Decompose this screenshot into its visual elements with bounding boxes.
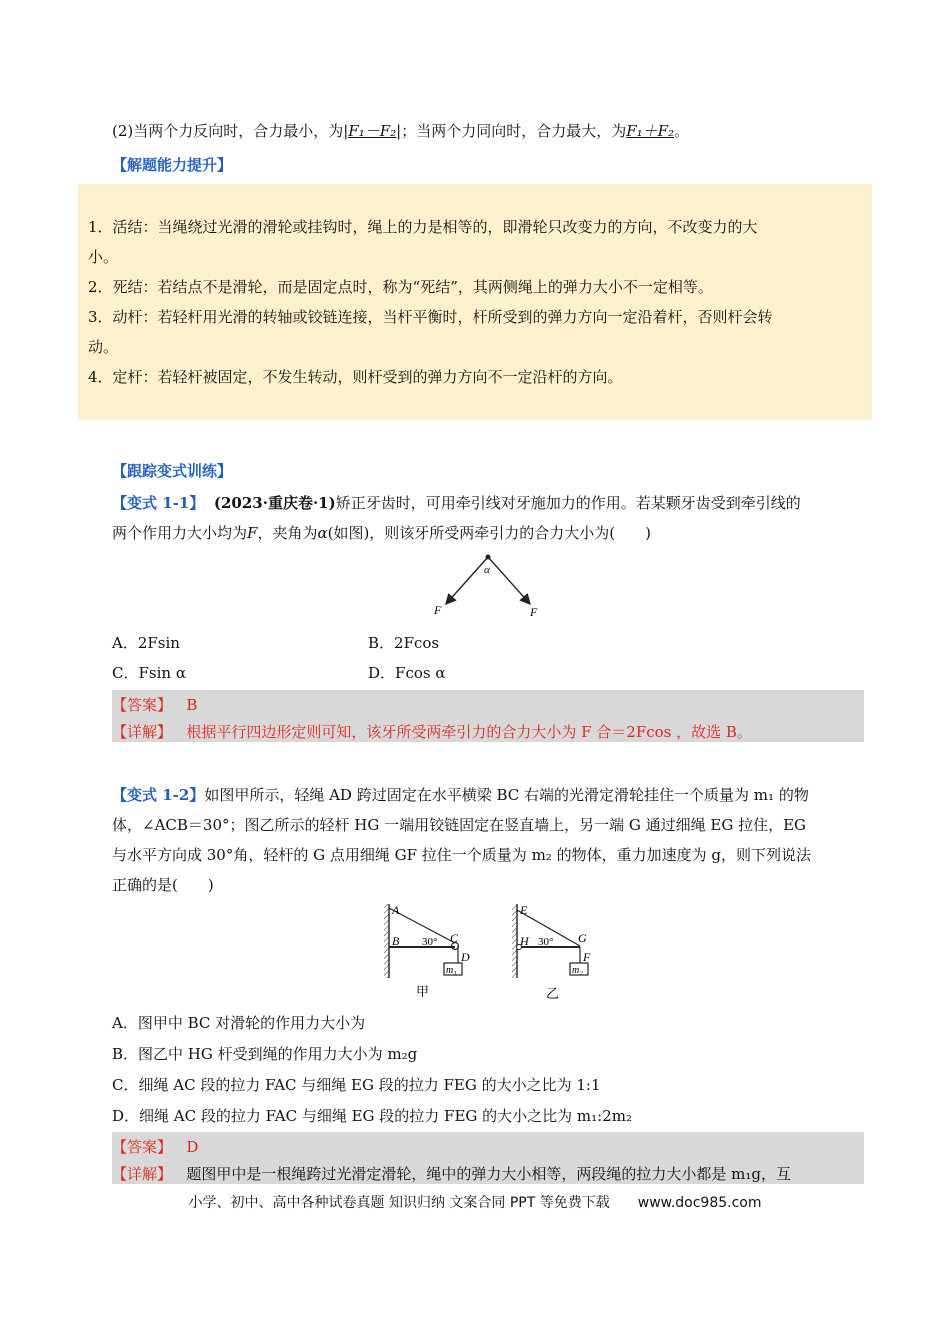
q1-answer: 【答案】 B <box>112 696 198 714</box>
tip-item: 4．定杆：若轻杆被固定，不发生转动，则杆受到的弹力方向不一定沿杆的方向。 <box>88 368 623 386</box>
q2-answer: 【答案】 D <box>112 1138 199 1156</box>
q2-option-c: C．细绳 AC 段的拉力 FAC 与细绳 EG 段的拉力 FEG 的大小之比为 1:1 <box>112 1076 601 1094</box>
tip-item: 3．动杆：若轻杆用光滑的转轴或铰链连接，当杆平衡时，杆所受到的弹力方向一定沿着杆，否则杆会转 <box>88 308 773 326</box>
q1-tag: 【变式 1-1】 <box>112 494 205 512</box>
svg-text:D: D <box>461 950 470 964</box>
left-force-label: F <box>434 603 442 617</box>
q2-figure <box>380 900 600 1004</box>
q2-detail: 【详解】 题图甲中是一根绳跨过光滑定滑轮，绳中的弹力大小相等，两段绳的拉力大小都是 m₁g，互 <box>112 1165 791 1183</box>
q1-line1: 【变式 1-1】 (2023·重庆卷·1)矫正牙齿时，可用牵引线对牙施加力的作用。若某颗牙齿受到牵引线的 <box>112 494 801 512</box>
right-force-arrow <box>488 557 530 604</box>
q1-option-b: B．2Fcos <box>368 634 440 652</box>
svg-text:30°: 30° <box>422 936 438 948</box>
svg-text:A: A <box>392 903 400 917</box>
q2-option-b: B．图乙中 HG 杆受到绳的作用力大小为 m₂g <box>112 1045 418 1063</box>
q2-line4: 正确的是( ) <box>112 876 214 894</box>
right-force-label: F <box>530 605 538 619</box>
intro-line: (2)当两个力反向时，合力最小，为|F₁－F₂|；当两个力同向时，合力最大，为F₁＋F₂。 <box>112 122 690 140</box>
tip-item: 小。 <box>88 248 119 266</box>
q2-tag: 【变式 1-2】 <box>112 786 205 804</box>
max-resultant: F₁＋F₂ <box>626 122 675 140</box>
figure-yi <box>512 903 591 1001</box>
min-resultant: |F₁－F₂| <box>343 122 402 140</box>
left-force-arrow <box>446 557 488 604</box>
q1-detail: 【详解】 根据平行四边形定则可知，该牙所受两牵引力的合力大小为 F 合＝2Fcos ，故选 B。 <box>112 723 752 741</box>
q1-option-d: D．Fcos α <box>368 664 446 682</box>
q1-option-a: A．2Fsin <box>112 634 180 652</box>
caption-yi: 乙 <box>546 986 560 1001</box>
tip-item: 2．死结：若结点不是滑轮，而是固定点时，称为“死结”，其两侧绳上的弹力大小不一定相等。 <box>88 278 713 296</box>
svg-text:m₁: m₁ <box>446 965 457 976</box>
footer-text: 小学、初中、高中各种试卷真题 知识归纳 文案合同 PPT 等免费下载 <box>188 1195 610 1211</box>
q2-option-d: D．细绳 AC 段的拉力 FAC 与细绳 EG 段的拉力 FEG 的大小之比为 m₁:2m₂ <box>112 1107 633 1125</box>
q1-option-c: C．Fsin α <box>112 664 186 682</box>
q1-figure <box>426 550 556 622</box>
svg-text:E: E <box>520 903 528 917</box>
q1-source: (2023·重庆卷·1) <box>213 494 336 512</box>
svg-text:F: F <box>583 950 591 964</box>
footer-url[interactable]: www.doc985.com <box>637 1195 762 1211</box>
svg-text:G: G <box>578 931 587 945</box>
ability-heading: 【解题能力提升】 <box>112 156 233 174</box>
svg-text:m₂: m₂ <box>572 965 583 976</box>
svg-text:H: H <box>520 934 529 948</box>
svg-text:B: B <box>392 934 400 948</box>
svg-text:C: C <box>450 931 459 945</box>
q1-line2: 两个作用力大小均为F，夹角为α(如图)，则该牙所受两牵引力的合力大小为( ) <box>112 524 652 542</box>
alpha-label: α <box>484 564 490 576</box>
page-footer <box>0 1192 950 1212</box>
figure-jia <box>384 903 470 999</box>
q2-line3: 与水平方向成 30°角，轻杆的 G 点用细绳 GF 拉住一个质量为 m₂ 的物体，重力加速度为 g，则下列说法 <box>112 846 811 864</box>
practice-heading: 【跟踪变式训练】 <box>112 462 233 480</box>
q2-line2: 体，∠ACB＝30°；图乙所示的轻杆 HG 一端用铰链固定在竖直墙上，另一端 G 通过细绳 EG 拉住，EG <box>112 816 807 834</box>
caption-jia: 甲 <box>416 984 430 999</box>
svg-text:30°: 30° <box>538 936 554 948</box>
tip-item: 动。 <box>88 338 119 356</box>
q2-option-a: A．图甲中 BC 对滑轮的作用力大小为 <box>112 1014 366 1032</box>
q2-line1: 【变式 1-2】如图甲所示，轻绳 AD 跨过固定在水平横梁 BC 右端的光滑定滑轮挂住一个质量为 m₁ 的物 <box>112 786 809 804</box>
tip-item: 1．活结：当绳绕过光滑的滑轮或挂钩时，绳上的力是相等的，即滑轮只改变力的方向，不改变力的大 <box>88 218 758 236</box>
